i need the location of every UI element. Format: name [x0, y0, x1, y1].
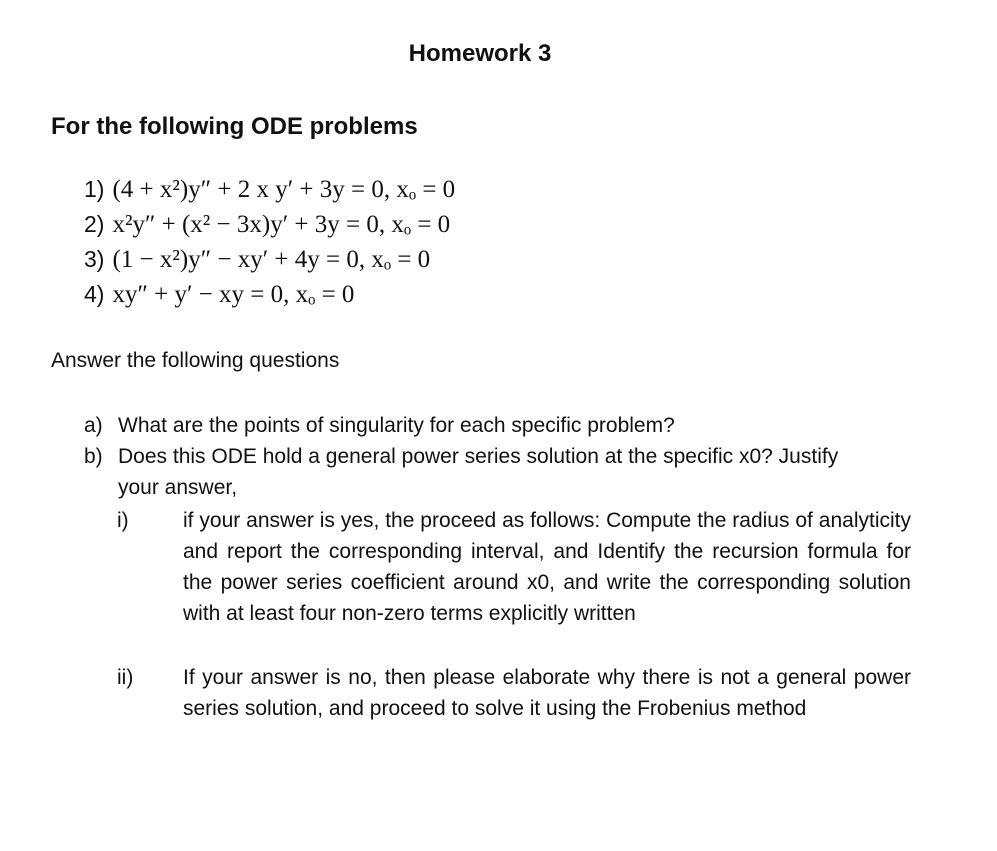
question-text-line2: your answer, — [118, 476, 238, 499]
question-b — [84, 441, 914, 503]
equation-expression: xy″ + y′ − xy = 0, xₒ = 0 — [112, 281, 355, 308]
instructions-intro: Answer the following questions — [51, 349, 340, 372]
equation-number: 4) — [84, 281, 105, 307]
question-a — [84, 410, 914, 441]
equation-4 — [84, 277, 455, 312]
equation-3 — [84, 242, 455, 277]
equation-expression: x²y″ + (x² − 3x)y′ + 3y = 0, xₒ = 0 — [112, 211, 451, 238]
section-heading: For the following ODE problems — [51, 113, 418, 140]
subquestion-text: if your answer is yes, the proceed as follows: Compute the radius of analyticity and report the corresponding interval, and Identify the recursion formula for the power series coefficient around x0, and write the corresponding solution with at least four non-zero terms explicitly written — [183, 509, 911, 625]
equation-number: 3) — [84, 246, 105, 272]
equation-number: 2) — [84, 211, 105, 237]
equation-expression: (1 − x²)y″ − xy′ + 4y = 0, xₒ = 0 — [112, 246, 431, 273]
question-label: b) — [84, 445, 103, 468]
page-title: Homework 3 — [408, 40, 552, 67]
subquestion-ii — [117, 662, 911, 755]
equation-expression: (4 + x²)y″ + 2 x y′ + 3y = 0, xₒ = 0 — [112, 176, 456, 203]
equation-1 — [84, 172, 455, 207]
equation-2 — [84, 207, 455, 242]
subquestion-label: i) — [117, 509, 129, 532]
subquestion-label: ii) — [117, 666, 134, 689]
equation-list — [84, 172, 455, 312]
question-text: What are the points of singularity for each specific problem? — [118, 414, 675, 437]
equation-number: 1) — [84, 176, 105, 202]
question-label: a) — [84, 414, 103, 437]
subquestion-text: If your answer is no, then please elaborate why there is not a general power series solution, and proceed to solve it using the Frobenius method — [183, 666, 911, 720]
question-text-line1: Does this ODE hold a general power series solution at the specific x0? Justify — [118, 445, 839, 468]
subquestion-i — [117, 505, 911, 660]
